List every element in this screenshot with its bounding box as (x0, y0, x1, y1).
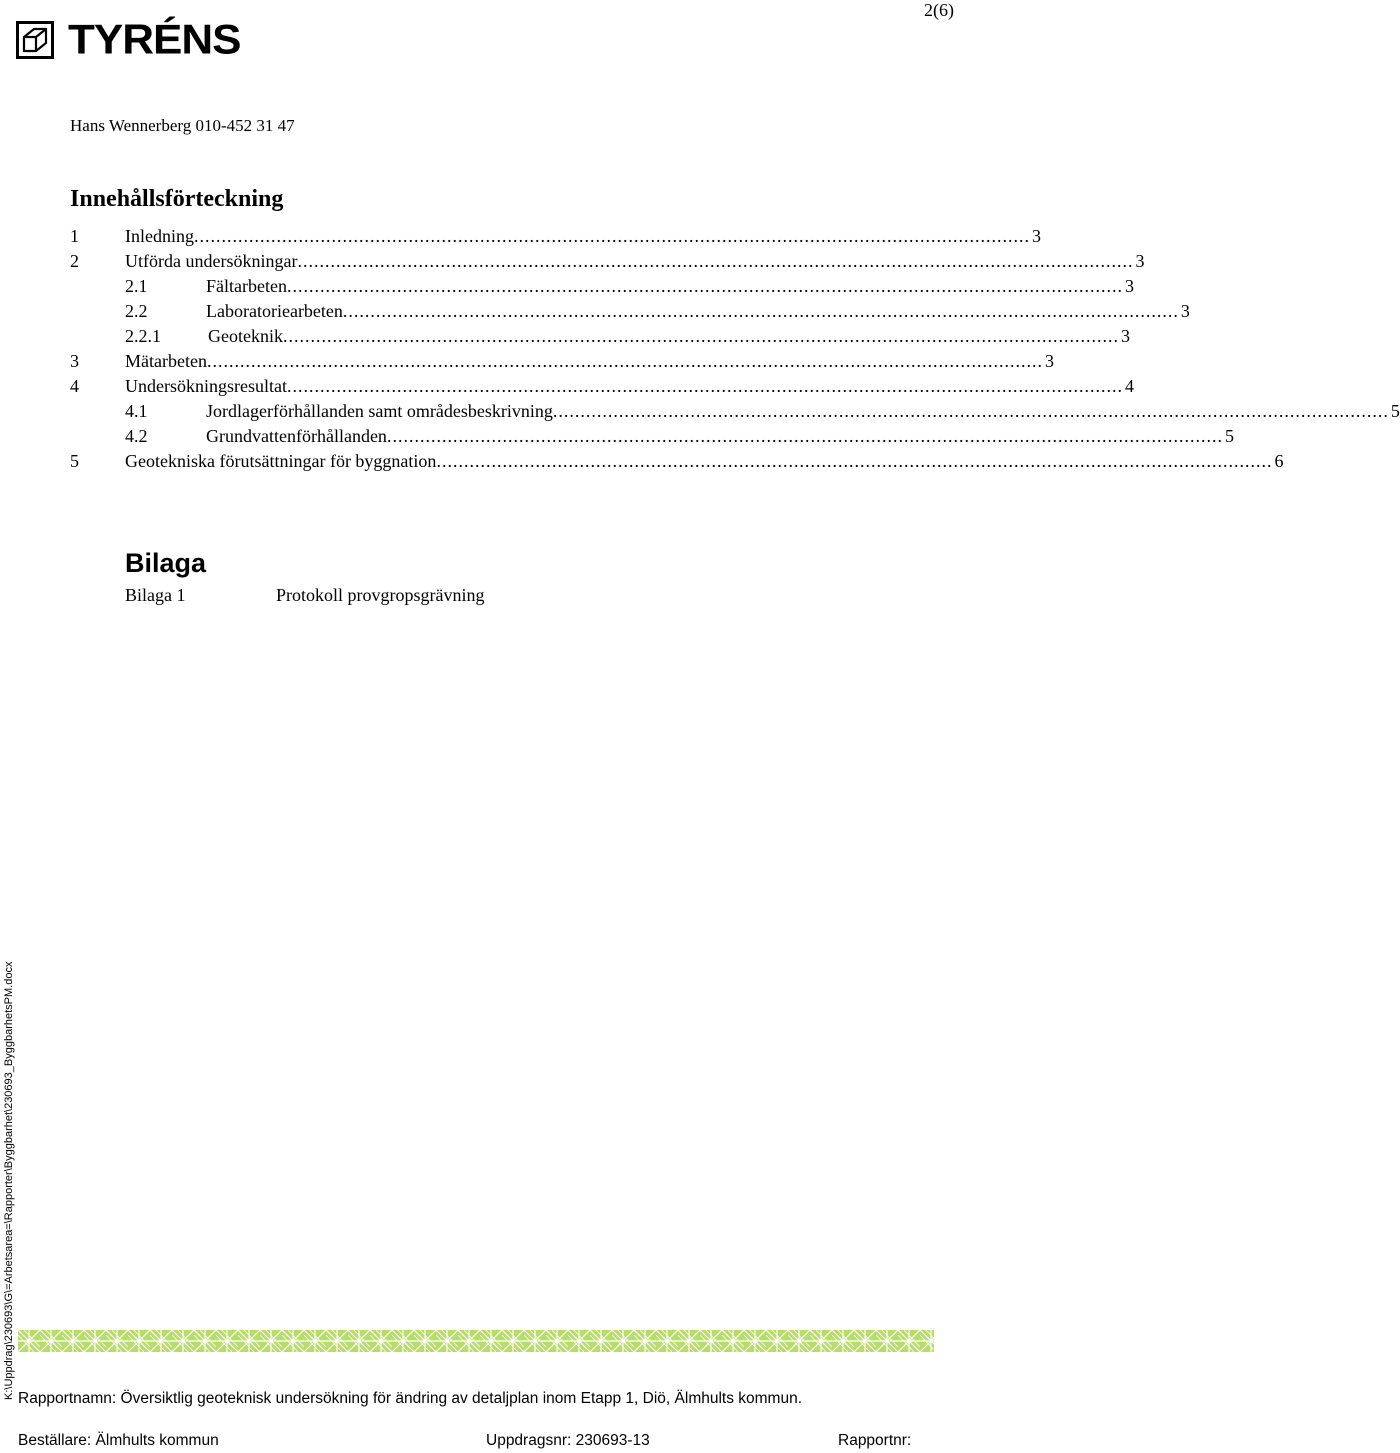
toc-leader: ........................................................................................................................................................ (552, 401, 1389, 421)
report-number: Rapportnr: (838, 1432, 912, 1449)
toc-entry-page: 3 (1119, 324, 1130, 349)
toc-entry-number: 3 (70, 351, 79, 371)
brand-name: TYRÉNS (68, 16, 241, 63)
company-logo (16, 18, 240, 62)
toc-entry-label: Geotekniska förutsättningar för byggnation (125, 449, 436, 474)
toc-entry-number: 1 (70, 226, 79, 246)
toc-entry[interactable] (70, 349, 1054, 374)
toc-leader: ........................................................................................................................................................ (297, 251, 1134, 271)
toc-entry-number: 2.2.1 (125, 326, 161, 346)
decorative-pattern-band (18, 1330, 934, 1352)
toc-entry-label: Laboratoriearbeten (206, 299, 343, 324)
toc-entry-page: 4 (1123, 374, 1134, 399)
toc-leader: ........................................................................................................................................................ (386, 426, 1223, 446)
appendix-item-label: Bilaga 1 (125, 585, 186, 605)
toc-entry[interactable] (70, 299, 1190, 324)
toc-entry-label: Grundvattenförhållanden (206, 424, 387, 449)
toc-entry-label: Undersökningsresultat (125, 374, 287, 399)
toc-entry-label: Jordlagerförhållanden samt områdesbeskrivning (206, 399, 553, 424)
toc-entry-page: 3 (1043, 349, 1054, 374)
toc-entry-number: 4.2 (125, 426, 148, 446)
toc-entry-page: 3 (1179, 299, 1190, 324)
tyrens-cube-icon (16, 21, 54, 59)
file-path: K:\Uppdrag\230693\G\=Arbetsarea=\Rapporter\Byggbarhet\230693_ByggbarhetsPM.docx (3, 961, 15, 1400)
toc-leader: ........................................................................................................................................................ (342, 301, 1179, 321)
toc-entry[interactable] (70, 424, 1234, 449)
toc-entry-label: Geoteknik (208, 324, 283, 349)
table-of-contents (70, 224, 1400, 474)
toc-title: Innehållsförteckning (70, 186, 284, 212)
pattern-band-graphic (18, 1330, 934, 1352)
toc-entry[interactable] (70, 224, 1041, 249)
toc-entry[interactable] (70, 249, 1145, 274)
contact-line: Hans Wennerberg 010-452 31 47 (70, 116, 295, 135)
page-number: 2(6) (924, 0, 954, 20)
appendix-item-title: Protokoll provgropsgrävning (276, 585, 485, 605)
appendix-heading: Bilaga (125, 548, 207, 578)
toc-entry-number: 4 (70, 376, 79, 396)
report-name: Rapportnamn: Översiktlig geoteknisk undersökning för ändring av detaljplan inom Etapp 1, Diö, Älmhults kommun. (18, 1390, 803, 1407)
toc-entry-label: Utförda undersökningar (125, 249, 297, 274)
toc-entry-page: 5 (1223, 424, 1234, 449)
toc-entry[interactable] (70, 399, 1400, 424)
toc-entry-page: 6 (1272, 449, 1283, 474)
toc-entry-page: 5 (1389, 399, 1400, 424)
toc-entry-page: 3 (1133, 249, 1144, 274)
toc-leader: ........................................................................................................................................................ (436, 451, 1273, 471)
toc-leader: ........................................................................................................................................................ (282, 326, 1119, 346)
toc-entry[interactable] (70, 374, 1134, 399)
toc-entry-page: 3 (1123, 274, 1134, 299)
toc-leader: ........................................................................................................................................................ (286, 376, 1123, 396)
toc-entry-number: 2.1 (125, 276, 148, 296)
toc-entry-page: 3 (1030, 224, 1041, 249)
toc-entry[interactable] (70, 449, 1284, 474)
toc-entry-number: 5 (70, 451, 79, 471)
toc-entry-label: Inledning (125, 224, 194, 249)
toc-leader: ........................................................................................................................................................ (286, 276, 1123, 296)
client: Beställare: Älmhults kommun (18, 1432, 219, 1449)
toc-entry[interactable] (70, 324, 1130, 349)
toc-leader: ........................................................................................................................................................ (194, 226, 1030, 246)
toc-leader: ........................................................................................................................................................ (206, 351, 1043, 371)
toc-entry-label: Mätarbeten (125, 349, 207, 374)
toc-entry-number: 2 (70, 251, 79, 271)
toc-entry[interactable] (70, 274, 1134, 299)
toc-entry-label: Fältarbeten (206, 274, 287, 299)
toc-entry-number: 4.1 (125, 401, 148, 421)
assignment-number: Uppdragsnr: 230693-13 (486, 1432, 650, 1449)
toc-entry-number: 2.2 (125, 301, 148, 321)
